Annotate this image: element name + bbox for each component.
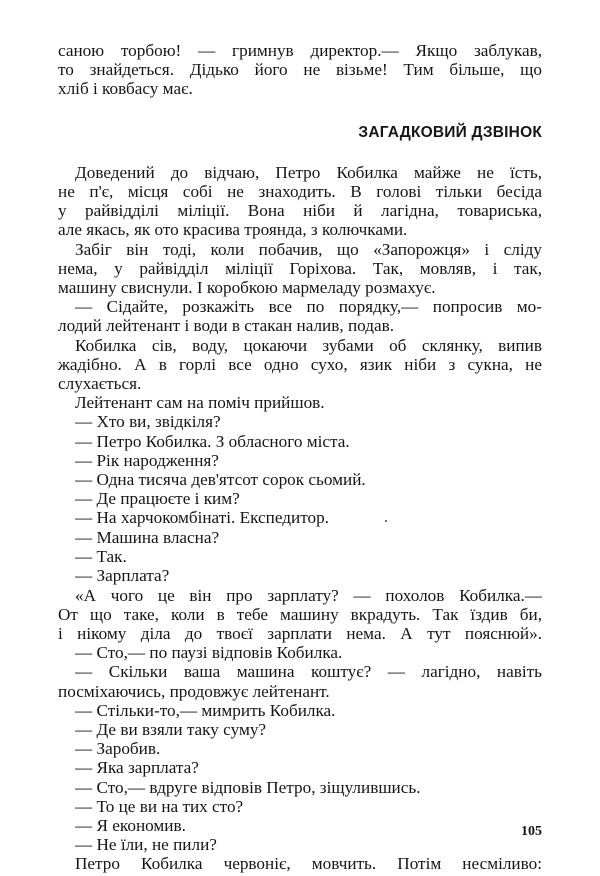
text-line: саною торбою! — гримнув директор.— Якщо заблукав,: [58, 41, 542, 60]
dialog-line: — Не їли, не пили?: [75, 835, 217, 854]
dialog-line: — Машина власна?: [75, 528, 220, 547]
page-number: 105: [521, 824, 542, 839]
text-line: Кобилка сів, воду, цокаючи зубами об склянку, випив: [75, 336, 542, 355]
dialog-line: — Хто ви, звідкіля?: [75, 412, 221, 431]
text-line: і нікому діла до твоєї зарплати нема. А тут пояснюй».: [58, 624, 542, 643]
text-line: «А чого це він про зарплату? — похолов Кобилка.—: [75, 586, 542, 605]
dialog-line: — Яка зарплата?: [75, 758, 199, 777]
text-line: не п'є, місця собі не знаходить. В голові тільки бесіда: [58, 182, 542, 201]
text-line: посміхаючись, продовжує лейтенант.: [58, 682, 330, 701]
dialog-line: — Я економив.: [75, 816, 186, 835]
chapter-heading: ЗАГАДКОВИЙ ДЗВІНОК: [358, 124, 542, 141]
text-line: то знайдеться. Дідько його не візьме! Тим більше, що: [58, 60, 542, 79]
dialog-line: — Стільки-то,— мимрить Кобилка.: [75, 701, 336, 720]
text-line: машину свиснули. І коробкою мармеладу розмахує.: [58, 278, 436, 297]
dialog-line: — Сто,— по паузі відповів Кобилка.: [75, 643, 343, 662]
dialog-line: — На харчокомбінаті. Експедитор.: [75, 508, 329, 527]
text-line: але якась, як ото красива троянда, з колючками.: [58, 220, 408, 239]
text-line: нема, у райвідділ міліції Горіхова. Так, мовляв, і так,: [58, 259, 542, 278]
text-line: хліб і ковбасу має.: [58, 79, 193, 98]
text-line: Доведений до відчаю, Петро Кобилка майже не їсть,: [75, 163, 542, 182]
text-line: — Сідайте, розкажіть все по порядку,— попросив мо-: [75, 297, 542, 316]
dialog-line: — Де працюєте і ким?: [75, 489, 240, 508]
dialog-line: — Зарплата?: [75, 566, 170, 585]
dialog-line: — Скільки ваша машина коштує? — лагідно, навіть: [75, 662, 542, 681]
text-line: слухається.: [58, 374, 142, 393]
dialog-line: — Одна тисяча дев'ятсот сорок сьомий.: [75, 470, 366, 489]
text-line: лодий лейтенант і води в стакан налив, подав.: [58, 316, 395, 335]
print-speck: [385, 520, 387, 522]
dialog-line: — Де ви взяли таку суму?: [75, 720, 267, 739]
text-line: От що таке, коли в тебе машину вкрадуть. Так їздив би,: [58, 605, 542, 624]
text-line: Забіг він тоді, коли побачив, що «Запорожця» і сліду: [75, 240, 542, 259]
text-line: Лейтенант сам на поміч прийшов.: [75, 393, 325, 412]
text-line: у райвідділі міліції. Вона ніби й лагідна, товариська,: [58, 201, 542, 220]
dialog-line: — Петро Кобилка. З обласного міста.: [75, 432, 350, 451]
dialog-line: — Сто,— вдруге відповів Петро, зіщулившись.: [75, 778, 421, 797]
dialog-line: — Рік народження?: [75, 451, 219, 470]
dialog-line: — То це ви на тих сто?: [75, 797, 244, 816]
text-line: жадібно. А в горлі все одно сухо, язик ніби з сукна, не: [58, 355, 542, 374]
text-line: Петро Кобилка червоніє, мовчить. Потім несміливо:: [75, 854, 542, 873]
dialog-line: — Заробив.: [75, 739, 161, 758]
dialog-line: — Так.: [75, 547, 127, 566]
